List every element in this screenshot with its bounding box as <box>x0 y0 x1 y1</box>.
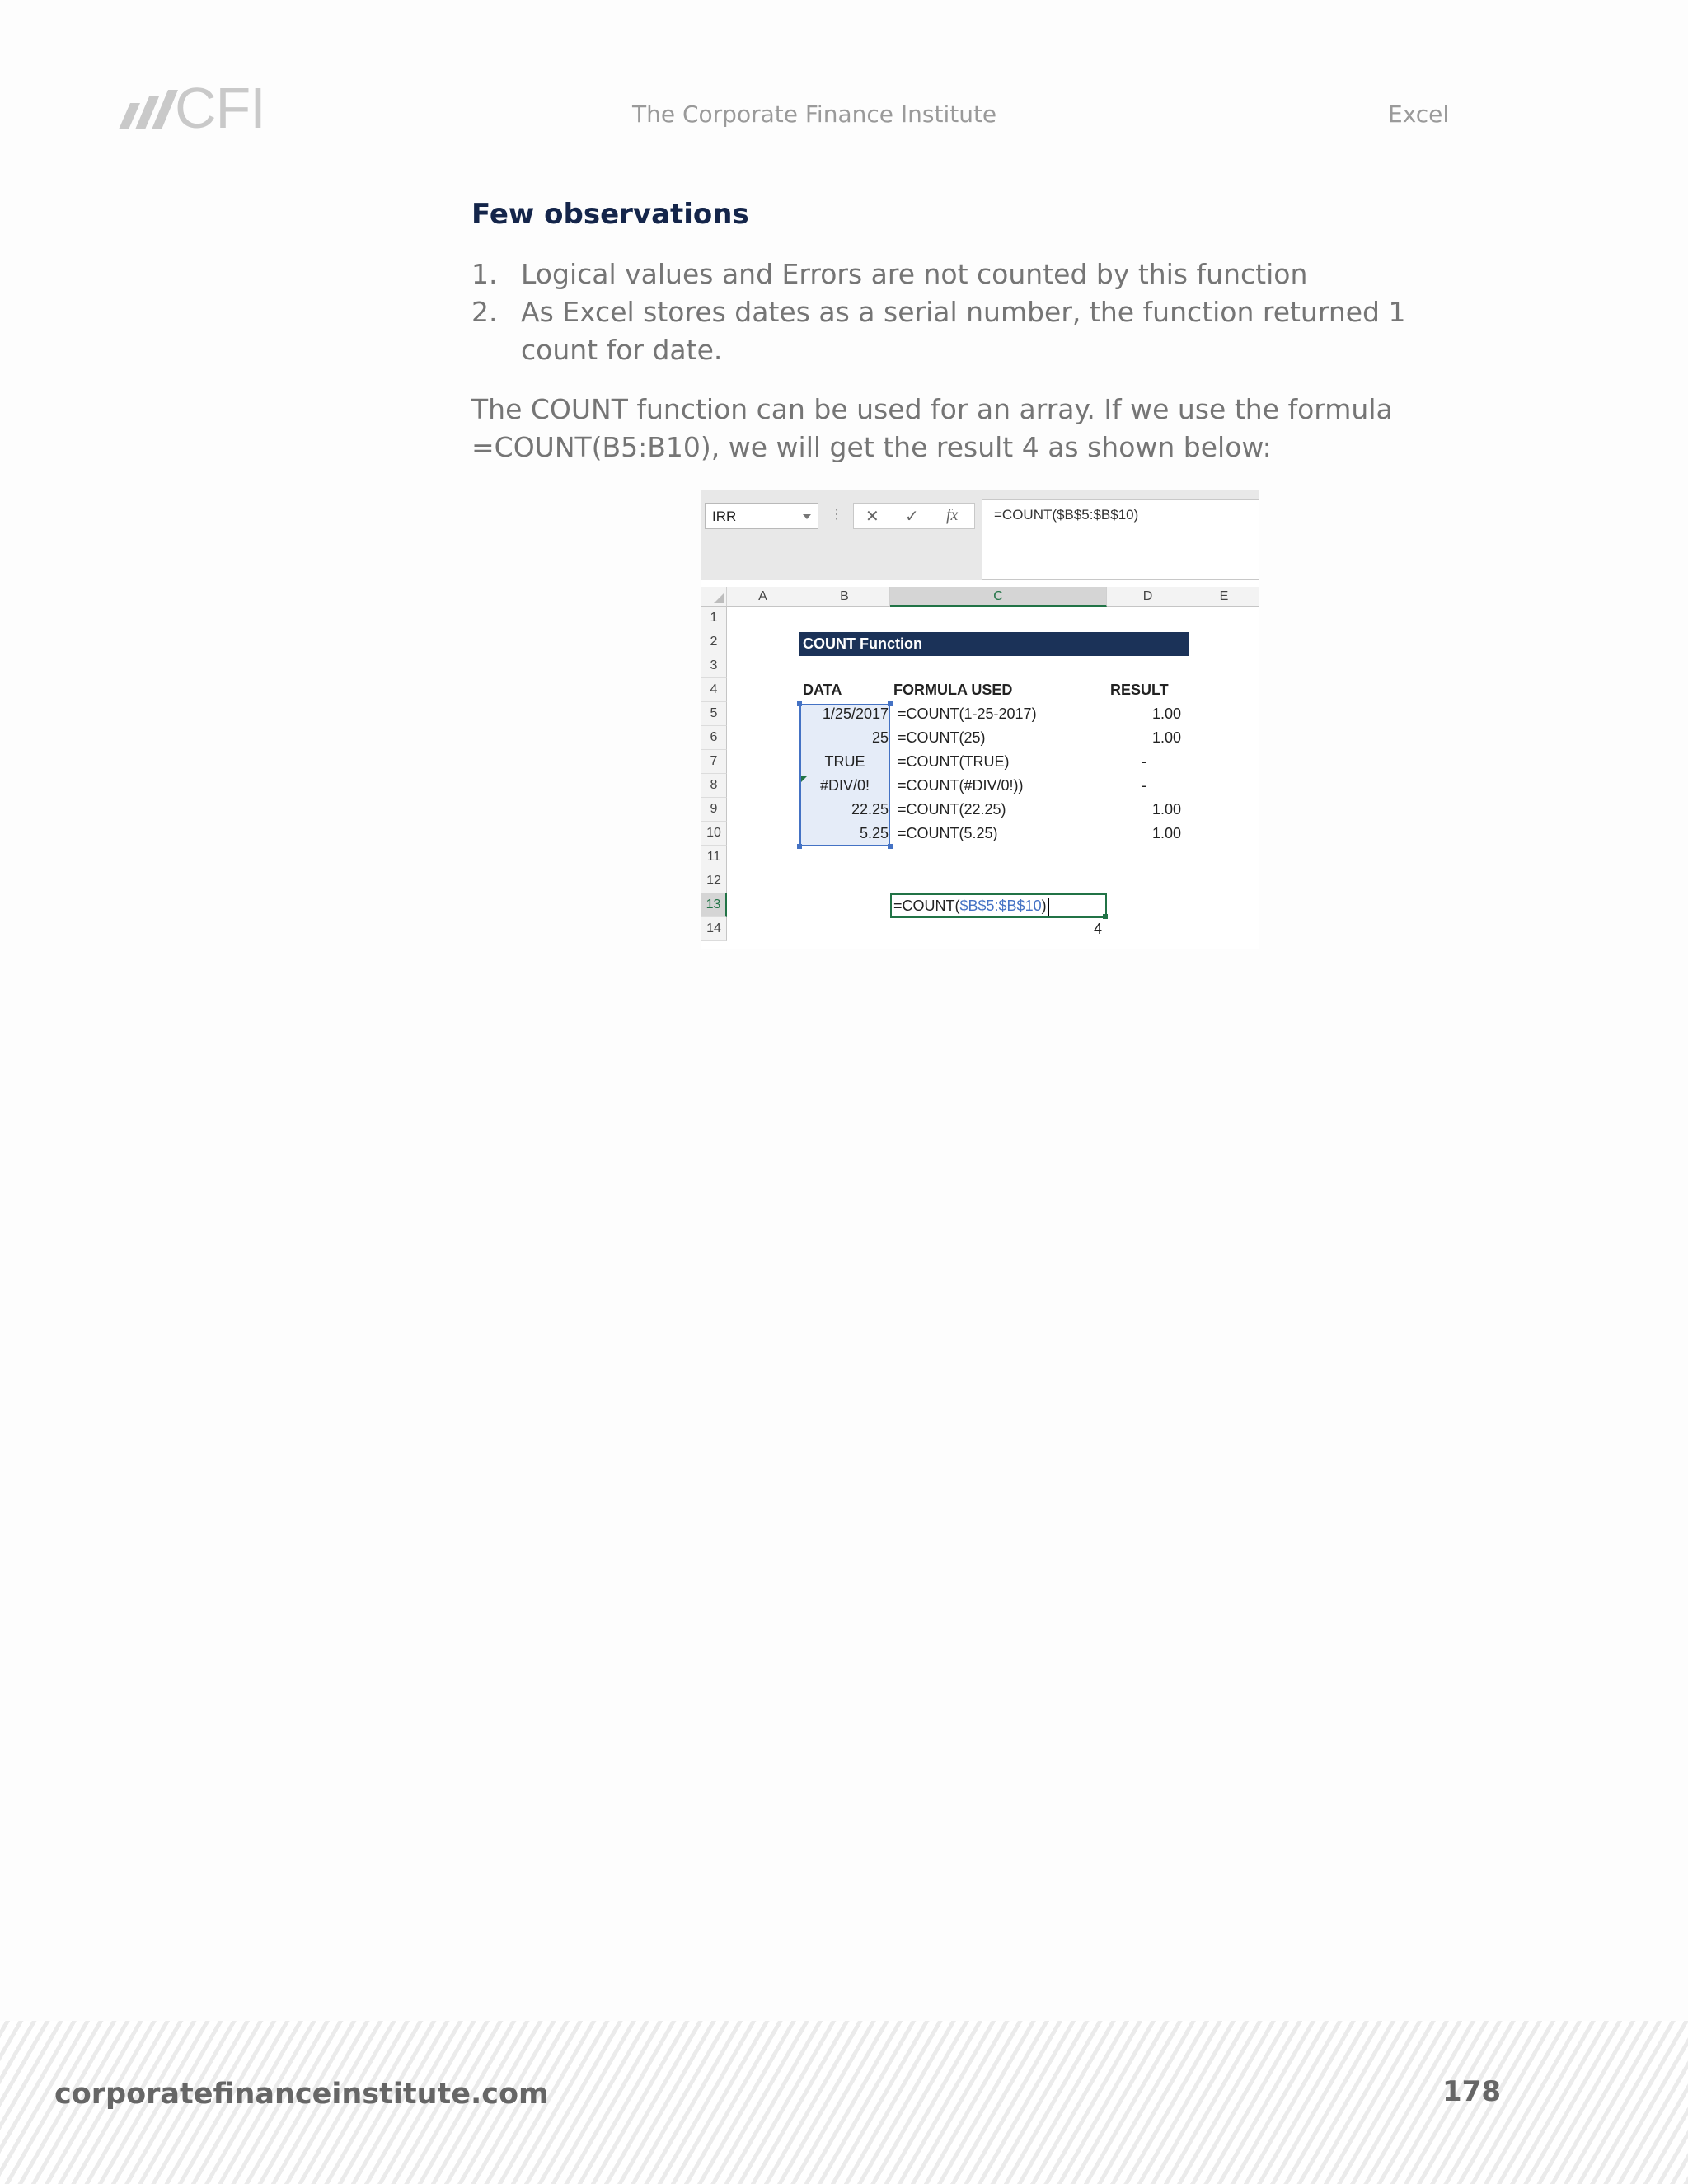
row-header-13[interactable]: 13 <box>701 893 727 917</box>
chevron-down-icon[interactable] <box>803 514 811 519</box>
result-cell[interactable]: 1.00 <box>1151 705 1181 722</box>
row-header-1[interactable]: 1 <box>701 607 727 630</box>
header-section: Excel <box>1388 101 1450 128</box>
formula-cell[interactable]: =COUNT(TRUE) <box>898 753 1010 770</box>
row-header-2[interactable]: 2 <box>701 630 727 654</box>
section-heading: Few observations <box>471 198 749 231</box>
formula-cell[interactable]: =COUNT(1-25-2017) <box>898 705 1037 722</box>
logo-text: CFI <box>175 76 265 140</box>
name-box[interactable] <box>705 503 818 529</box>
drag-handle-icon: ⋮ <box>830 508 843 522</box>
formula-cell[interactable]: =COUNT(5.25) <box>898 825 998 841</box>
footer-site: corporatefinanceinstitute.com <box>54 2078 549 2111</box>
data-cell[interactable]: 22.25 <box>851 801 889 818</box>
check-icon[interactable]: ✓ <box>905 508 919 526</box>
formula-cell[interactable]: =COUNT(22.25) <box>898 801 1006 818</box>
data-cell[interactable]: 1/25/2017 <box>822 705 889 722</box>
result-cell[interactable]: - <box>1142 777 1146 794</box>
header-result[interactable]: RESULT <box>1110 682 1169 698</box>
row-header-5[interactable]: 5 <box>701 702 727 726</box>
row-header-12[interactable]: 12 <box>701 869 727 893</box>
row-header-7[interactable]: 7 <box>701 750 727 774</box>
list-item <box>471 255 1477 293</box>
page-number: 178 <box>1442 2075 1501 2108</box>
row-header-6[interactable]: 6 <box>701 726 727 750</box>
select-all-icon <box>714 593 724 603</box>
formula-buttons <box>853 503 975 529</box>
row-header-4[interactable]: 4 <box>701 678 727 702</box>
row-header-8[interactable]: 8 <box>701 774 727 798</box>
name-box-value: IRR <box>712 509 737 524</box>
formula-bar-area <box>701 490 1259 580</box>
row-header-10[interactable]: 10 <box>701 822 727 846</box>
edit-suffix: ) <box>1041 898 1047 914</box>
row-header-14[interactable]: 14 <box>701 917 727 941</box>
result-cell[interactable]: 1.00 <box>1151 825 1181 841</box>
list-text: Logical values and Errors are not counted by this function <box>521 258 1308 290</box>
edit-range-ref: $B$5:$B$10 <box>959 898 1042 914</box>
list-number: 1. <box>471 258 498 290</box>
text-cursor <box>1048 898 1049 916</box>
row-header-9[interactable]: 9 <box>701 798 727 822</box>
data-cell[interactable]: 25 <box>871 729 889 746</box>
data-cell[interactable]: TRUE <box>824 753 865 770</box>
header-formula[interactable]: FORMULA USED <box>893 682 1013 698</box>
column-header-e[interactable]: E <box>1189 587 1259 607</box>
result-cell[interactable]: 1.00 <box>1151 729 1181 746</box>
result-cell[interactable]: 1.00 <box>1151 801 1181 818</box>
list-number: 2. <box>471 296 498 328</box>
formula-cell[interactable]: =COUNT(#DIV/0!)) <box>898 777 1024 794</box>
observations-list <box>471 255 1477 369</box>
excel-screenshot <box>701 490 1259 949</box>
column-header-b[interactable]: B <box>799 587 890 607</box>
data-cell[interactable]: #DIV/0! <box>819 777 870 794</box>
formula-cell[interactable]: =COUNT(25) <box>898 729 986 746</box>
sheet-title[interactable]: COUNT Function <box>799 632 1189 656</box>
edit-prefix: =COUNT( <box>893 898 960 914</box>
select-all-corner[interactable] <box>701 587 727 607</box>
body-paragraph: The COUNT function can be used for an array. If we use the formula =COUNT(B5:B10), we will get the result 4 as shown below: <box>471 393 1393 463</box>
row-header-11[interactable]: 11 <box>701 846 727 869</box>
data-cell[interactable]: 5.25 <box>859 825 889 841</box>
function-icon[interactable]: fx <box>946 506 959 524</box>
column-header-d[interactable]: D <box>1107 587 1189 607</box>
editing-cell[interactable] <box>890 893 1107 918</box>
column-header-c[interactable]: C <box>890 587 1107 607</box>
page-content <box>471 198 1477 466</box>
result-cell[interactable]: - <box>1142 753 1146 770</box>
row-header-3[interactable]: 3 <box>701 654 727 678</box>
result-value-cell[interactable]: 4 <box>1093 921 1102 937</box>
close-icon[interactable]: ✕ <box>865 508 879 526</box>
header-title: The Corporate Finance Institute <box>632 101 997 128</box>
fill-handle[interactable] <box>1103 914 1108 919</box>
list-item <box>471 293 1477 369</box>
list-text: As Excel stores dates as a serial number, the function returned 1 count for date. <box>521 296 1406 366</box>
column-header-a[interactable]: A <box>727 587 799 607</box>
header-data[interactable]: DATA <box>803 682 842 698</box>
formula-input[interactable]: =COUNT($B$5:$B$10) <box>982 499 1259 580</box>
